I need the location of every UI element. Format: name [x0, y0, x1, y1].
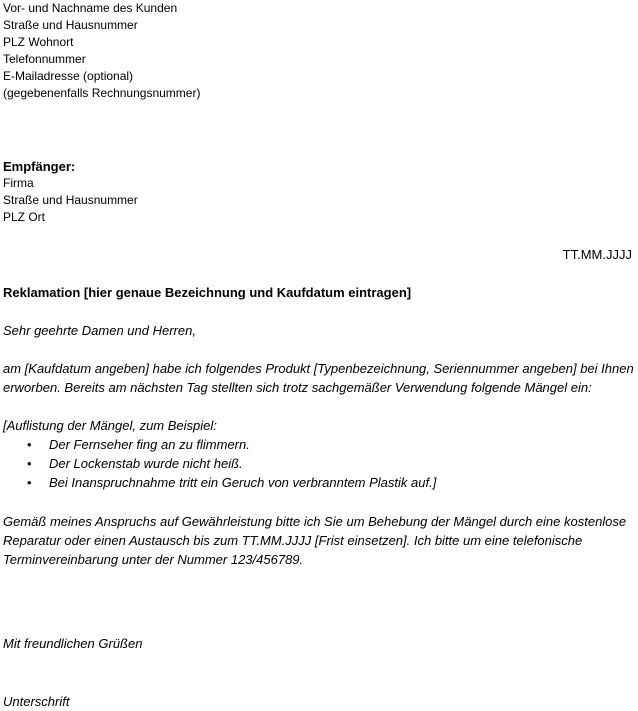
bullet-icon: • — [27, 475, 32, 490]
intro-paragraph — [3, 359, 635, 397]
sender-invoice-number: (gegebenenfalls Rechnungsnummer) — [3, 86, 201, 100]
defects-section — [3, 416, 436, 492]
sender-name: Vor- und Nachname des Kunden — [3, 1, 178, 15]
recipient-company: Firma — [3, 176, 34, 190]
closing-greeting: Mit freundlichen Grüßen — [3, 636, 143, 651]
bullet-icon: • — [27, 456, 32, 471]
letter-date: TT.MM.JJJJ — [562, 247, 632, 262]
sender-phone: Telefonnummer — [3, 52, 86, 66]
defect-text: Bei Inanspruchnahme tritt ein Geruch von verbranntem Plastik auf.] — [49, 475, 437, 490]
recipient-city: PLZ Ort — [3, 210, 46, 224]
sender-email: E-Mailadresse (optional) — [3, 69, 134, 83]
bullet-icon: • — [27, 437, 32, 452]
signature-line: Unterschrift — [3, 694, 70, 709]
sender-city: PLZ Wohnort — [3, 35, 74, 49]
defect-text: Der Lockenstab wurde nicht heiß. — [49, 456, 243, 471]
list-item — [3, 473, 436, 492]
list-item — [3, 454, 436, 473]
intro-line: erworben. Bereits am nächsten Tag stellten sich trotz sachgemäßer Verwendung folgende Mängel ein: — [3, 380, 592, 395]
list-item — [3, 435, 436, 454]
salutation: Sehr geehrte Damen und Herren, — [3, 323, 196, 338]
sender-street: Straße und Hausnummer — [3, 18, 138, 32]
intro-line: am [Kaufdatum angeben] habe ich folgendes Produkt [Typenbezeichnung, Seriennummer angeben] bei Ihnen — [3, 361, 634, 376]
claim-line: Terminvereinbarung unter der Nummer 123/456789. — [3, 552, 304, 567]
claim-line: Gemäß meines Anspruchs auf Gewährleistung bitte ich Sie um Behebung der Mängel durch eine kostenlose — [3, 514, 627, 529]
defects-list — [3, 435, 436, 492]
claim-paragraph — [3, 512, 635, 569]
recipient-label: Empfänger: — [3, 159, 76, 174]
subject-line: Reklamation [hier genaue Bezeichnung und Kaufdatum eintragen] — [3, 285, 412, 300]
claim-line: Reparatur oder einen Austausch bis zum TT.MM.JJJJ [Frist einsetzen]. Ich bitte um eine telefonische — [3, 533, 583, 548]
recipient-street: Straße und Hausnummer — [3, 193, 138, 207]
defects-heading: [Auflistung der Mängel, zum Beispiel: — [3, 418, 217, 433]
defect-text: Der Fernseher fing an zu flimmern. — [49, 437, 250, 452]
sender-address-block — [3, 0, 200, 102]
recipient-address-block — [3, 158, 138, 226]
